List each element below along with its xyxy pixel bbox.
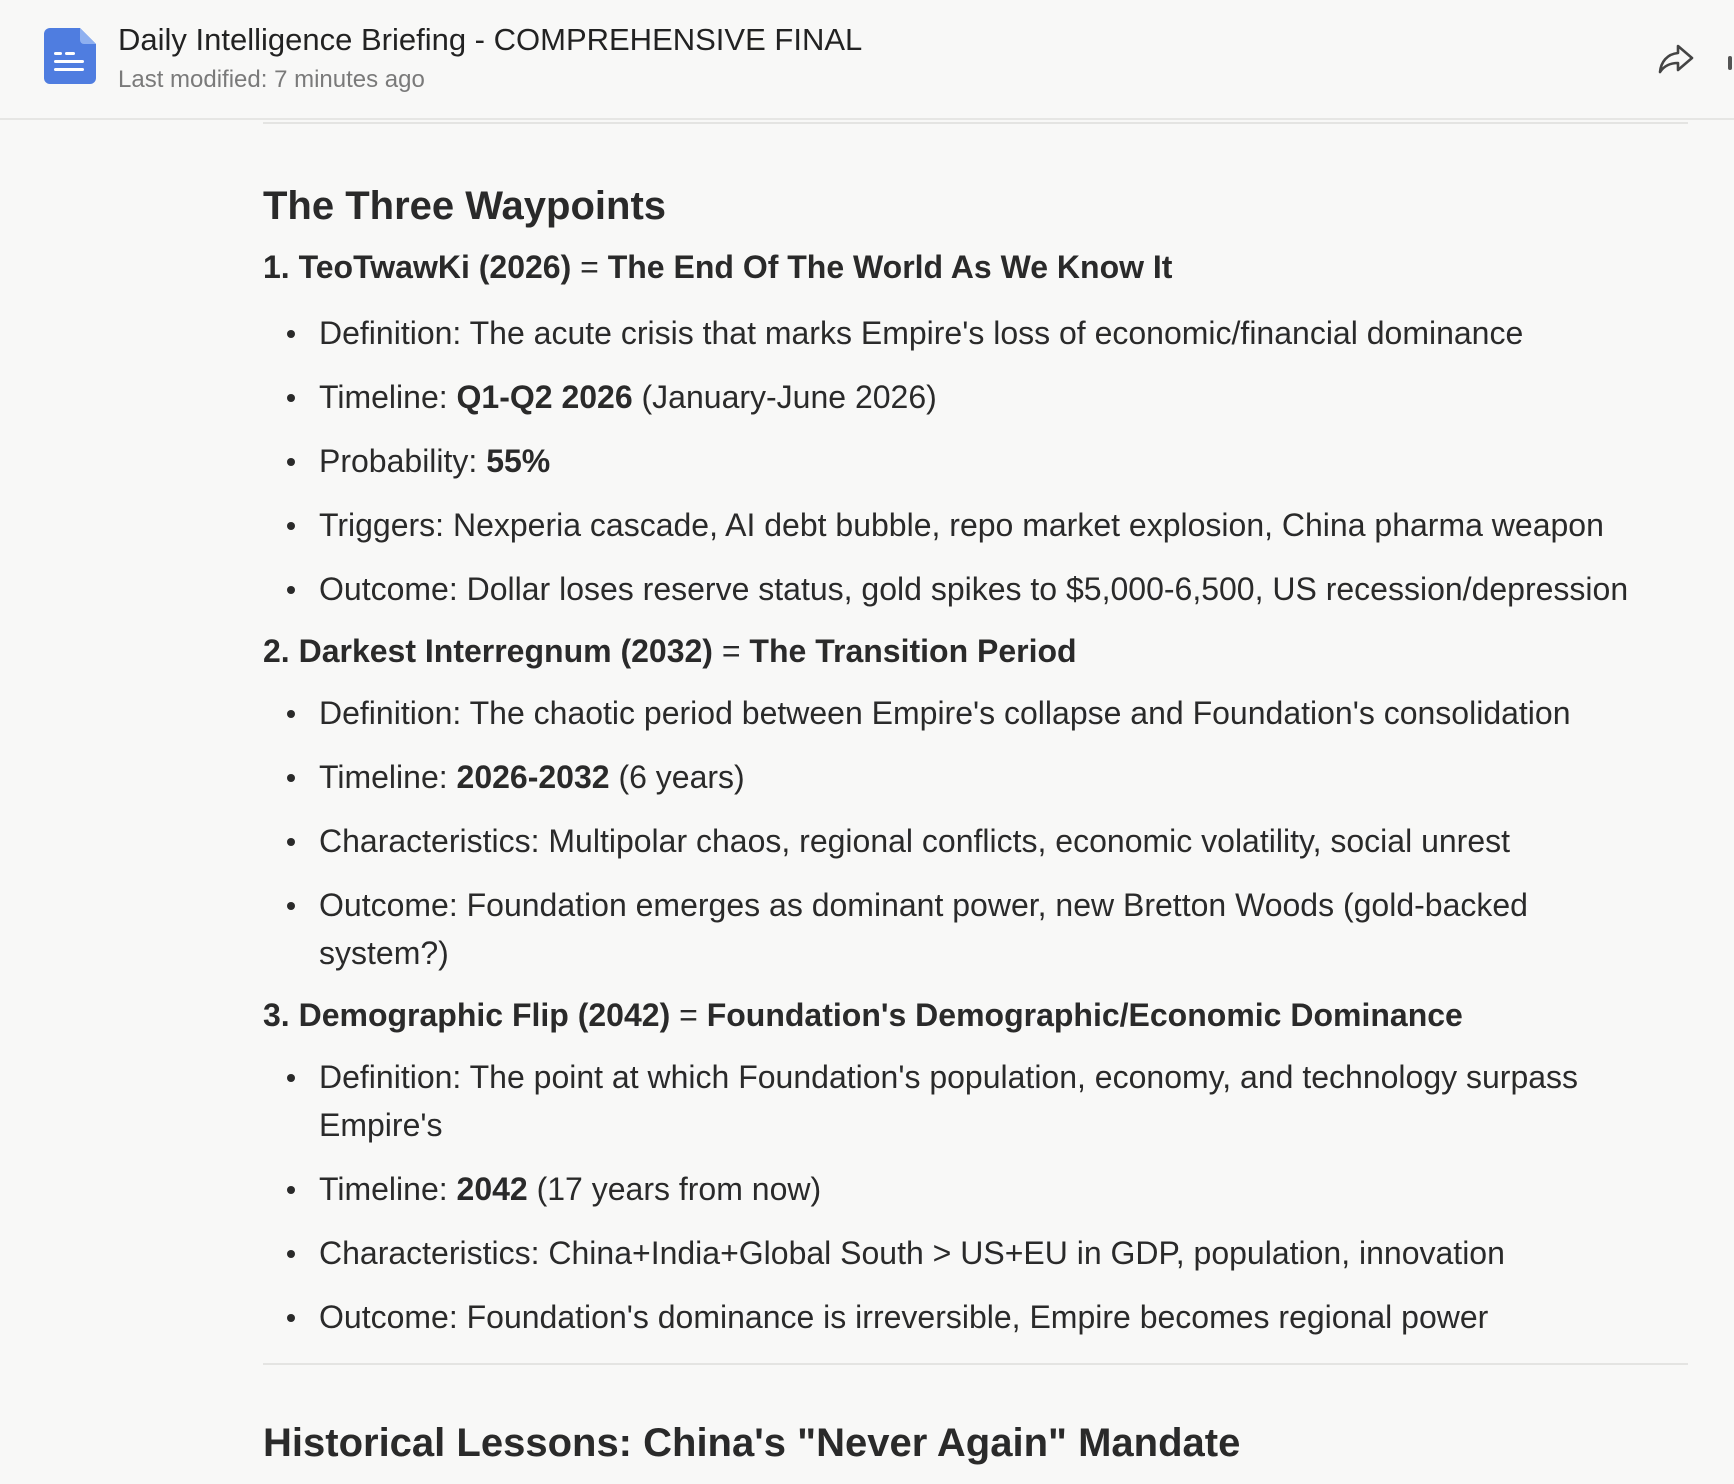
section-heading: Historical Lessons: China's "Never Again" Mandate: [263, 1421, 1241, 1465]
list-item: Probability: 55%: [263, 437, 1688, 485]
divider: [263, 1363, 1688, 1365]
waypoint-details: [263, 689, 1688, 977]
waypoint-details: [263, 1053, 1688, 1341]
list-item: Triggers: Nexperia cascade, AI debt bubble, repo market explosion, China pharma weapon: [263, 501, 1688, 549]
list-item: Timeline: 2026-2032 (6 years): [263, 753, 1688, 801]
list-item: Outcome: Foundation's dominance is irreversible, Empire becomes regional power: [263, 1293, 1688, 1341]
list-item: Characteristics: Multipolar chaos, regional conflicts, economic volatility, social unrest: [263, 817, 1688, 865]
waypoint-title: 1. TeoTwawKi (2026) = The End Of The World As We Know It: [263, 249, 1173, 285]
document-title: Daily Intelligence Briefing - COMPREHENSIVE FINAL: [118, 22, 863, 57]
share-icon[interactable]: [1656, 38, 1696, 78]
waypoint-details: [263, 309, 1688, 613]
waypoint-title: 2. Darkest Interregnum (2032) = The Transition Period: [263, 633, 1077, 669]
list-item: Timeline: Q1-Q2 2026 (January-June 2026): [263, 373, 1688, 421]
document-body: [263, 122, 1688, 1467]
list-item: Definition: The chaotic period between Empire's collapse and Foundation's consolidation: [263, 689, 1688, 737]
document-header: [0, 0, 1734, 120]
last-modified: Last modified: 7 minutes ago: [118, 66, 425, 93]
list-item: Outcome: Foundation emerges as dominant power, new Bretton Woods (gold-backed system?): [263, 881, 1639, 977]
list-item: Timeline: 2042 (17 years from now): [263, 1165, 1688, 1213]
list-item: Characteristics: China+India+Global South > US+EU in GDP, population, innovation: [263, 1229, 1688, 1277]
list-item: Outcome: Dollar loses reserve status, gold spikes to $5,000-6,500, US recession/depression: [263, 565, 1688, 613]
section-heading: The Three Waypoints: [263, 184, 667, 228]
list-item: Definition: The point at which Foundation's population, economy, and technology surpass Empire's: [263, 1053, 1699, 1149]
scroll-edge-indicator: [1728, 56, 1732, 70]
document-icon[interactable]: [44, 28, 96, 84]
divider: [263, 122, 1688, 124]
waypoint-title: 3. Demographic Flip (2042) = Foundation's Demographic/Economic Dominance: [263, 997, 1463, 1033]
list-item: Definition: The acute crisis that marks Empire's loss of economic/financial dominance: [263, 309, 1688, 357]
